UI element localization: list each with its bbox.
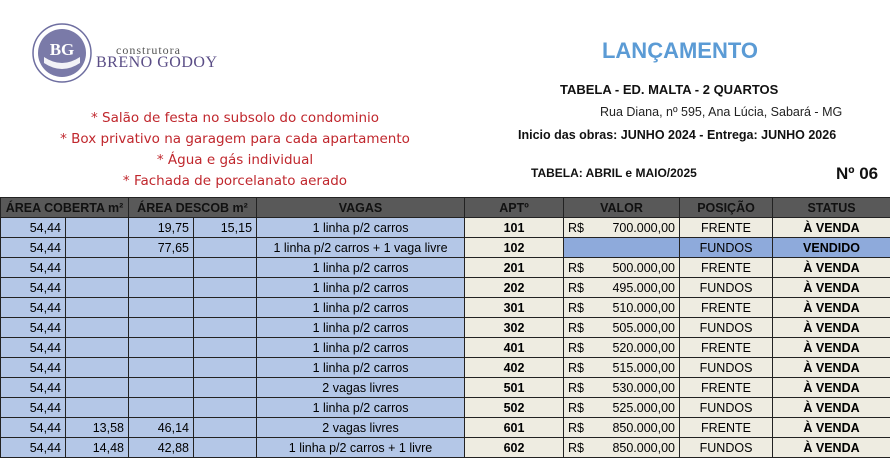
currency-symbol: R$ [568, 380, 584, 395]
cell-status: À VENDA [773, 358, 890, 378]
cell-area-coberta: 54,44 [1, 378, 66, 398]
cell-status: À VENDA [773, 338, 890, 358]
brand-line-2: BRENO GODOY [96, 54, 218, 71]
cell-area-descob-extra [194, 318, 257, 338]
launch-heading: LANÇAMENTO [601, 38, 759, 63]
cell-status: À VENDA [773, 258, 890, 278]
cell-status: À VENDA [773, 378, 890, 398]
cell-status: À VENDA [773, 398, 890, 418]
price-value: 505.000,00 [612, 320, 676, 335]
cell-area-descob [129, 378, 194, 398]
price-value: 850.000,00 [612, 440, 676, 455]
cell-vagas: 1 linha p/2 carros [257, 298, 465, 318]
header-apto: APTº [465, 198, 564, 218]
cell-area-coberta-extra [66, 358, 129, 378]
table-row [1, 398, 890, 418]
cell-area-descob: 42,88 [129, 438, 194, 458]
table-period: TABELA: ABRIL e MAIO/2025 [531, 166, 697, 180]
cell-valor [564, 438, 680, 458]
cell-area-descob-extra [194, 438, 257, 458]
table-row [1, 318, 890, 338]
cell-area-descob-extra [194, 298, 257, 318]
cell-vagas: 2 vagas livres [257, 378, 465, 398]
company-logo-icon [32, 23, 92, 83]
table-header-row [1, 198, 890, 218]
table-row [1, 338, 890, 358]
feature-item: * Água e gás individual [156, 152, 314, 168]
cell-area-coberta: 54,44 [1, 318, 66, 338]
cell-posicao: FRENTE [680, 298, 773, 318]
table-row [1, 218, 890, 238]
feature-item: * Salão de festa no subsolo do condominio [90, 110, 380, 126]
table-row [1, 438, 890, 458]
table-row [1, 358, 890, 378]
cell-area-coberta-extra [66, 298, 129, 318]
cell-area-descob-extra: 15,15 [194, 218, 257, 238]
cell-posicao: FUNDOS [680, 238, 773, 258]
cell-valor [564, 298, 680, 318]
cell-vagas: 1 linha p/2 carros [257, 358, 465, 378]
address: Rua Diana, nº 595, Ana Lúcia, Sabará - MG [600, 105, 843, 119]
cell-posicao: FRENTE [680, 218, 773, 238]
cell-area-coberta: 54,44 [1, 338, 66, 358]
cell-valor [564, 398, 680, 418]
cell-area-coberta-extra [66, 378, 129, 398]
cell-area-coberta-extra [66, 338, 129, 358]
cell-area-descob [129, 258, 194, 278]
currency-symbol: R$ [568, 280, 584, 295]
cell-area-coberta-extra [66, 258, 129, 278]
cell-area-descob [129, 358, 194, 378]
cell-apto: 201 [465, 258, 564, 278]
cell-area-coberta-extra: 14,48 [66, 438, 129, 458]
logo-monogram: BG [49, 40, 75, 59]
cell-apto: 501 [465, 378, 564, 398]
cell-area-descob-extra [194, 338, 257, 358]
price-value: 520.000,00 [612, 340, 676, 355]
cell-area-descob [129, 338, 194, 358]
cell-posicao: FUNDOS [680, 398, 773, 418]
cell-valor [564, 238, 680, 258]
cell-status: À VENDA [773, 218, 890, 238]
cell-vagas: 1 linha p/2 carros [257, 338, 465, 358]
cell-area-descob-extra [194, 238, 257, 258]
cell-vagas: 1 linha p/2 carros + 1 vaga livre [257, 238, 465, 258]
cell-status: À VENDA [773, 278, 890, 298]
table-title: TABELA - ED. MALTA - 2 QUARTOS [560, 82, 779, 97]
cell-area-descob: 46,14 [129, 418, 194, 438]
price-value: 500.000,00 [612, 260, 676, 275]
cell-area-coberta: 54,44 [1, 398, 66, 418]
header-vagas: VAGAS [257, 198, 465, 218]
cell-status: À VENDA [773, 438, 890, 458]
cell-apto: 101 [465, 218, 564, 238]
cell-apto: 302 [465, 318, 564, 338]
cell-area-coberta-extra [66, 238, 129, 258]
cell-valor [564, 418, 680, 438]
cell-posicao: FRENTE [680, 338, 773, 358]
units-table [0, 197, 890, 458]
cell-area-descob-extra [194, 398, 257, 418]
header-status: STATUS [773, 198, 890, 218]
cell-valor [564, 278, 680, 298]
cell-area-descob [129, 398, 194, 418]
cell-area-descob [129, 278, 194, 298]
cell-apto: 601 [465, 418, 564, 438]
cell-valor [564, 338, 680, 358]
cell-area-coberta: 54,44 [1, 258, 66, 278]
cell-vagas: 1 linha p/2 carros + 1 livre [257, 438, 465, 458]
cell-apto: 102 [465, 238, 564, 258]
feature-item: * Fachada de porcelanato aerado [122, 173, 348, 189]
header-area-descob: ÁREA DESCOB m² [129, 198, 257, 218]
features-list [40, 108, 430, 192]
cell-valor [564, 258, 680, 278]
cell-apto: 602 [465, 438, 564, 458]
cell-area-coberta: 54,44 [1, 418, 66, 438]
cell-area-descob-extra [194, 278, 257, 298]
cell-apto: 401 [465, 338, 564, 358]
cell-status: À VENDA [773, 418, 890, 438]
currency-symbol: R$ [568, 420, 584, 435]
price-value: 525.000,00 [612, 400, 676, 415]
header-posicao: POSIÇÃO [680, 198, 773, 218]
cell-posicao: FUNDOS [680, 318, 773, 338]
cell-status: À VENDA [773, 318, 890, 338]
currency-symbol: R$ [568, 360, 584, 375]
sheet-number: Nº 06 [836, 164, 879, 183]
cell-area-descob: 19,75 [129, 218, 194, 238]
cell-vagas: 1 linha p/2 carros [257, 398, 465, 418]
currency-symbol: R$ [568, 320, 584, 335]
table-row [1, 278, 890, 298]
cell-valor [564, 318, 680, 338]
price-value: 530.000,00 [612, 380, 676, 395]
cell-valor [564, 378, 680, 398]
table-row [1, 238, 890, 258]
price-value: 850.000,00 [612, 420, 676, 435]
price-value: 515.000,00 [612, 360, 676, 375]
cell-area-descob-extra [194, 258, 257, 278]
cell-posicao: FRENTE [680, 378, 773, 398]
cell-area-coberta-extra: 13,58 [66, 418, 129, 438]
cell-area-descob-extra [194, 378, 257, 398]
cell-apto: 502 [465, 398, 564, 418]
cell-vagas: 1 linha p/2 carros [257, 278, 465, 298]
cell-area-coberta: 54,44 [1, 298, 66, 318]
cell-apto: 301 [465, 298, 564, 318]
cell-vagas: 1 linha p/2 carros [257, 258, 465, 278]
cell-area-descob [129, 298, 194, 318]
cell-area-coberta: 54,44 [1, 358, 66, 378]
cell-area-coberta: 54,44 [1, 238, 66, 258]
cell-area-coberta: 54,44 [1, 218, 66, 238]
price-value: 700.000,00 [612, 220, 676, 235]
cell-status: VENDIDO [773, 238, 890, 258]
cell-posicao: FUNDOS [680, 358, 773, 378]
cell-valor [564, 218, 680, 238]
currency-symbol: R$ [568, 400, 584, 415]
price-value: 510.000,00 [612, 300, 676, 315]
cell-apto: 202 [465, 278, 564, 298]
price-value: 495.000,00 [612, 280, 676, 295]
cell-status: À VENDA [773, 298, 890, 318]
table-row [1, 418, 890, 438]
table-row [1, 258, 890, 278]
cell-area-coberta-extra [66, 318, 129, 338]
cell-vagas: 1 linha p/2 carros [257, 318, 465, 338]
cell-area-descob [129, 318, 194, 338]
currency-symbol: R$ [568, 220, 584, 235]
cell-posicao: FRENTE [680, 418, 773, 438]
cell-area-descob: 77,65 [129, 238, 194, 258]
cell-area-descob-extra [194, 418, 257, 438]
brand-line-1: construtora [116, 43, 181, 57]
currency-symbol: R$ [568, 340, 584, 355]
cell-area-coberta-extra [66, 398, 129, 418]
cell-posicao: FUNDOS [680, 438, 773, 458]
cell-vagas: 1 linha p/2 carros [257, 218, 465, 238]
header-valor: VALOR [564, 198, 680, 218]
header-area-coberta: ÁREA COBERTA m² [1, 198, 129, 218]
cell-vagas: 2 vagas livres [257, 418, 465, 438]
cell-valor [564, 358, 680, 378]
construction-dates: Inicio das obras: JUNHO 2024 - Entrega: JUNHO 2026 [518, 128, 837, 142]
currency-symbol: R$ [568, 300, 584, 315]
cell-posicao: FUNDOS [680, 278, 773, 298]
cell-area-coberta: 54,44 [1, 278, 66, 298]
cell-area-coberta: 54,44 [1, 438, 66, 458]
cell-posicao: FRENTE [680, 258, 773, 278]
cell-area-coberta-extra [66, 278, 129, 298]
table-row [1, 298, 890, 318]
currency-symbol: R$ [568, 440, 584, 455]
cell-area-coberta-extra [66, 218, 129, 238]
currency-symbol: R$ [568, 260, 584, 275]
feature-item: * Box privativo na garagem para cada apartamento [60, 131, 410, 147]
table-row [1, 378, 890, 398]
cell-area-descob-extra [194, 358, 257, 378]
cell-apto: 402 [465, 358, 564, 378]
